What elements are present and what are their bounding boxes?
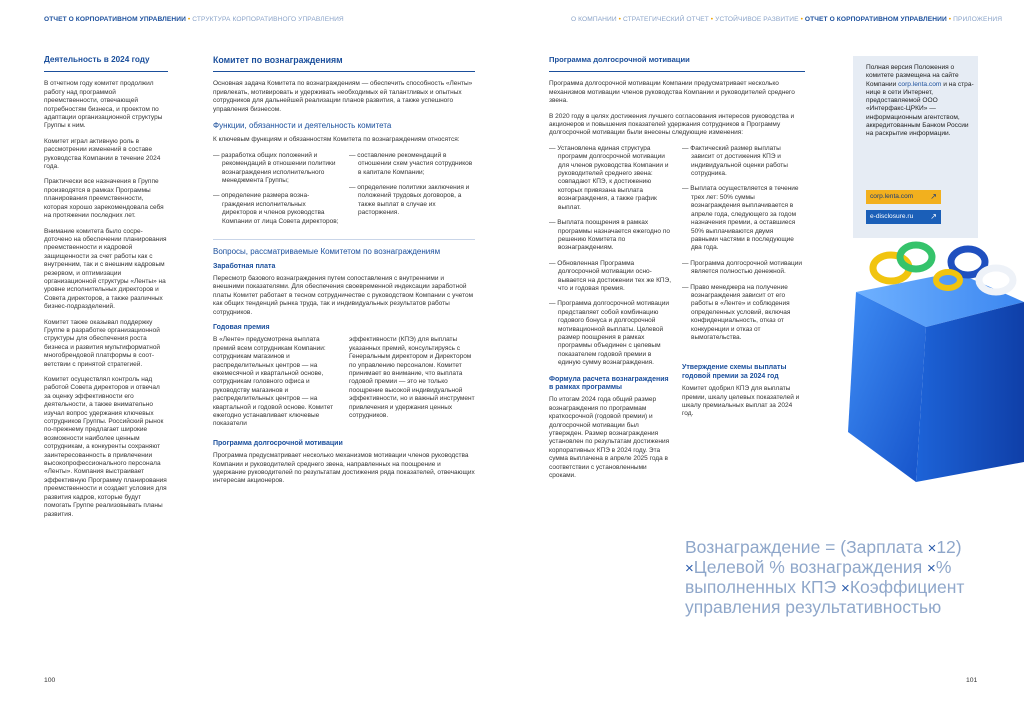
ring-white [979, 268, 1013, 292]
approval-heading: Утверждение схемы выплаты годовой премии за 2024 год [682, 364, 787, 380]
activity-column [44, 56, 168, 526]
functions-intro: К ключевым функциям и обязанностям Комитета по вознаграждениям относятся: [213, 136, 460, 144]
list-item: — Право менеджера на получение вознаграждения зависит от его работы в «Ленте» и соблюдения определенных условий, включая конфиденциальность, отказ от конкуренции и отказ от вымогательства. [682, 283, 791, 341]
corp-site-link[interactable]: corp.lenta.com ↗ [866, 190, 941, 204]
disclosure-link[interactable]: e-disclosure.ru ↗ [866, 210, 941, 224]
header-nav: О КОМПАНИИ • СТРАТЕГИЧЕСКИЙ ОТЧЕТ • УСТОЙЧИВОЕ РАЗВИТИЕ • ОТЧЕТ О КОРПОРАТИВНОМ УПРАВЛЕНИИ • ПРИЛОЖЕНИЯ [571, 16, 1003, 23]
header-subsection: СТРУКТУРА КОРПОРАТИВНОГО УПРАВЛЕНИЯ [192, 16, 344, 23]
nav-sustainability[interactable]: УСТОЙЧИВОЕ РАЗВИТИЕ [715, 16, 799, 23]
nav-strategy[interactable]: СТРАТЕГИЧЕСКИЙ ОТЧЕТ [623, 16, 709, 23]
bonus-heading: Годовая премия [213, 323, 270, 331]
multiply-icon: × [927, 540, 937, 557]
list-item: — Установлена единая структура программ долгосрочной мотивации для членов руководства Компании и руководителей среднего звена: совпадают КПЭ, к достижению которых привязана выплата вознаграждения, а также график выплат. [549, 144, 669, 211]
lti-heading: Программа долгосрочной мотивации [213, 439, 343, 447]
committee-column [213, 56, 475, 493]
paragraph: Комитет осуществлял контроль над работой Совета директоров и отвечал за оценку эффективности его деятельности, а также внимательно изучал вопрос удержания ключевых сотрудников Группы. Российский рынок по-прежнему предлагает широкие возможности наиболее ценным сотрудникам, а конкуренты сохраняют заинтересованность в привлечении высокопрофессионального персонала «Ленты». Компания выстраивает эффективную Программу планирования преемственности и создает условия для развития кадров, которые будут помогать Группе реализовывать планы развития. [44, 376, 167, 518]
list-item: — составление рекомендаций в отношении схем участия сотрудников в капитале Компании; [349, 151, 473, 176]
activity-heading: Деятельность в 2024 году [44, 55, 150, 64]
divider [549, 71, 805, 72]
list-item: — Программа долгосрочной мотивации представляет собой комбинацию годового бонуса и долгосрочной мотивационной выплаты. Целевой размер поощрения в рамках программы объединен с целевым показателем годовой премии в единую сумму вознаграждения. [549, 300, 669, 367]
paragraph: Программа долгосрочной мотивации Компании предусматривает несколько механизмов мотивации членов руководства Компании и руководителей среднего звена. [549, 80, 795, 105]
paragraph: В отчетном году комитет продолжил работу над программой преемственности, отвечающей потребностям бизнеса, и проектом по адаптации организационной структуры Группы к ним. [44, 80, 163, 130]
salary-heading: Заработная плата [213, 262, 276, 270]
committee-title: Комитет по вознаграждениям [213, 55, 343, 65]
list-item: — Выплата осуществляется в течение трех лет: 50% суммы вознаграждения выплачивается в апреле года, следующего за годом назначения премии, а оставшиеся 50% выплачиваются двумя равными частями в последующие два года. [682, 185, 799, 252]
multiply-icon: × [685, 560, 694, 577]
approval-text: Комитет одобрил КПЭ для выплаты премии, шкалу целевых показателей и шкалу премиальных выплат за 2024 год. [682, 385, 800, 418]
divider [44, 71, 168, 72]
functions-heading: Функции, обязанности и деятельность комитета [213, 121, 392, 131]
functions-list [213, 152, 475, 233]
bonus-text [213, 336, 475, 435]
external-link-icon: ↗ [930, 212, 937, 221]
list-item: — Выплата поощрения в рамках программы назначается ежегодно по решению Комитета по вознаграждениям. [549, 219, 670, 252]
paragraph: эффективности (КПЭ) для выплаты указанных премий, консультируясь с Генеральным директором и Директором по управлению персоналом. Комитет принимает во внимание, что выплата годовой премии — это не только поощрение высокой индивидуальной эффективности, но и важный инструмент привлечения и удержания ценных сотрудников. [349, 336, 475, 419]
external-link-icon: ↗ [930, 192, 937, 201]
list-item: — определение размера вознаграждения исполнительных директоров и членов руководства Компании от лица Совета директоров; [213, 192, 339, 225]
paragraph: В 2020 году в целях достижения лучшего согласования интересов руководства и акционеров и повышения показателей удержания сотрудников в Программу долгосрочной мотивации были внесены следующие изменения: [549, 112, 795, 137]
page-number-right: 101 [966, 677, 978, 684]
cube-with-rings-illustration [836, 232, 1024, 532]
questions-heading: Вопросы, рассматриваемые Комитетом по вознаграждениям [213, 247, 441, 257]
paragraph: Комитет также оказывал поддержку Группе в разработке организационной структуры для обеспечения роста бизнеса и развития мультиформатной многобрендовой платформы в соответствии с принятой стратегией. [44, 318, 161, 368]
list-item: — Программа долгосрочной мотивации является полностью денежной. [682, 259, 802, 276]
formula-text: По итогам 2024 года общий размер вознаграждения по программам краткосрочной (годовой премии) и долгосрочной мотивации был утвержден. Размер вознаграждения установлен по результатам достижения корпоративных КПЭ в 2024 году. Эта сумма выплачена в апреле 2025 года в соответствии с установленными сроками. [549, 396, 670, 480]
lti-column [549, 56, 805, 487]
lti-program-title: Программа долгосрочной мотивации [549, 55, 690, 64]
divider [213, 71, 475, 72]
paragraph: Практически все назначения в Группе производятся в рамках Программы планирования преемственности, которая хорошо зарекомендовала себя на протяжении последних лет. [44, 178, 164, 220]
list-item: — определение политики заключения и положений трудовых договоров, а также выплат в случае их расторжения. [349, 184, 470, 217]
formula-heading: Формула расчета вознаграждения в рамках программы [549, 375, 669, 391]
divider [213, 239, 475, 240]
paragraph: В «Ленте» предусмотрена выплата премий всем сотрудникам Компании: сотрудникам магазинов и распределительных центров — на ежемесячной и квартальной основе, сотрудникам головного офиса и руководству магазинов и распределительных центров — на квартальной и годовой основе. Комитет ежегодно устанавливает ключевые показатели [213, 336, 334, 428]
reward-formula: Вознаграждение = (Зарплата ×12) ×Целевой % вознаграждения ×% выполненных КПЭ ×Коэффициент управления результативностью [685, 537, 965, 617]
multiply-icon: × [841, 580, 850, 597]
salary-text: Пересмотр базового вознаграждения путем сопоставления с внутренними и внешними показателями. Для обеспечения своевременной индексации заработной платы Комитет работает в тесном сотрудничестве с руководством Компании с учетом как общих тенденций рынка труда, так и индивидуальных результатов работы сотрудников. [213, 274, 474, 316]
page-number-left: 100 [44, 677, 56, 684]
lti-text: Программа предусматривает несколько механизмов мотивации членов руководства Компании и руководителей среднего звена, направленных на поощрение и удержание руководителей по результатам достижения ряда показателей, отвечающих интересам акционеров. [213, 452, 475, 485]
nav-about[interactable]: О КОМПАНИИ [571, 16, 617, 23]
list-item: — Обновленная Программа долгосрочной мотивации основывается на достижении тех же КПЭ, что и годовая премия. [549, 259, 672, 292]
list-item: — Фактический размер выплаты зависит от достижения КПЭ и индивидуальной оценки работы сотрудника. [682, 144, 788, 178]
header-section-title: ОТЧЕТ О КОРПОРАТИВНОМ УПРАВЛЕНИИ [44, 16, 186, 23]
changes-list [549, 145, 805, 488]
nav-governance[interactable]: ОТЧЕТ О КОРПОРАТИВНОМ УПРАВЛЕНИИ [804, 16, 947, 23]
paragraph: Внимание комитета было сосредоточено на обеспечении планирования преемственности и кадровой защищенности за счет работы как с внутренним, так и с внешним кадровым резервом, и оптимизации организационной структуры «Ленты» на уровне исполнительных директоров и Совета директоров, а также различных бизнес-подразделений. [44, 227, 167, 311]
nav-appendices[interactable]: ПРИЛОЖЕНИЯ [953, 16, 1003, 23]
list-item: — разработка общих положений и рекомендаций в отношении политики вознаграждения исполнительного менеджмента Группы; [213, 151, 336, 185]
cube-right-face [916, 302, 1024, 482]
committee-intro: Основная задача Комитета по вознаграждениям — обеспечить способность «Ленты» привлекать, мотивировать и удерживать необходимых ей талантливых и опытных сотрудников для дальнейшей реализации планов развития, а также успешного управления бизнесом. [213, 80, 473, 113]
header-left: ОТЧЕТ О КОРПОРАТИВНОМ УПРАВЛЕНИИ • СТРУКТУРА КОРПОРАТИВНОГО УПРАВЛЕНИЯ [44, 16, 344, 23]
info-text: Полная версия Положения о комитете размещена на сайте Компании corp.lenta.com и на странице в сети Интернет, предоставляемой ООО «Интерфакс-ЦРКИ» — информационным агентством, аккредитованным Банком России на раскрытие информации. [866, 64, 974, 138]
paragraph: Комитет играл активную роль в рассмотрении изменений в составе руководства Компании в течение 2024 года. [44, 137, 161, 171]
multiply-icon: × [927, 560, 936, 577]
